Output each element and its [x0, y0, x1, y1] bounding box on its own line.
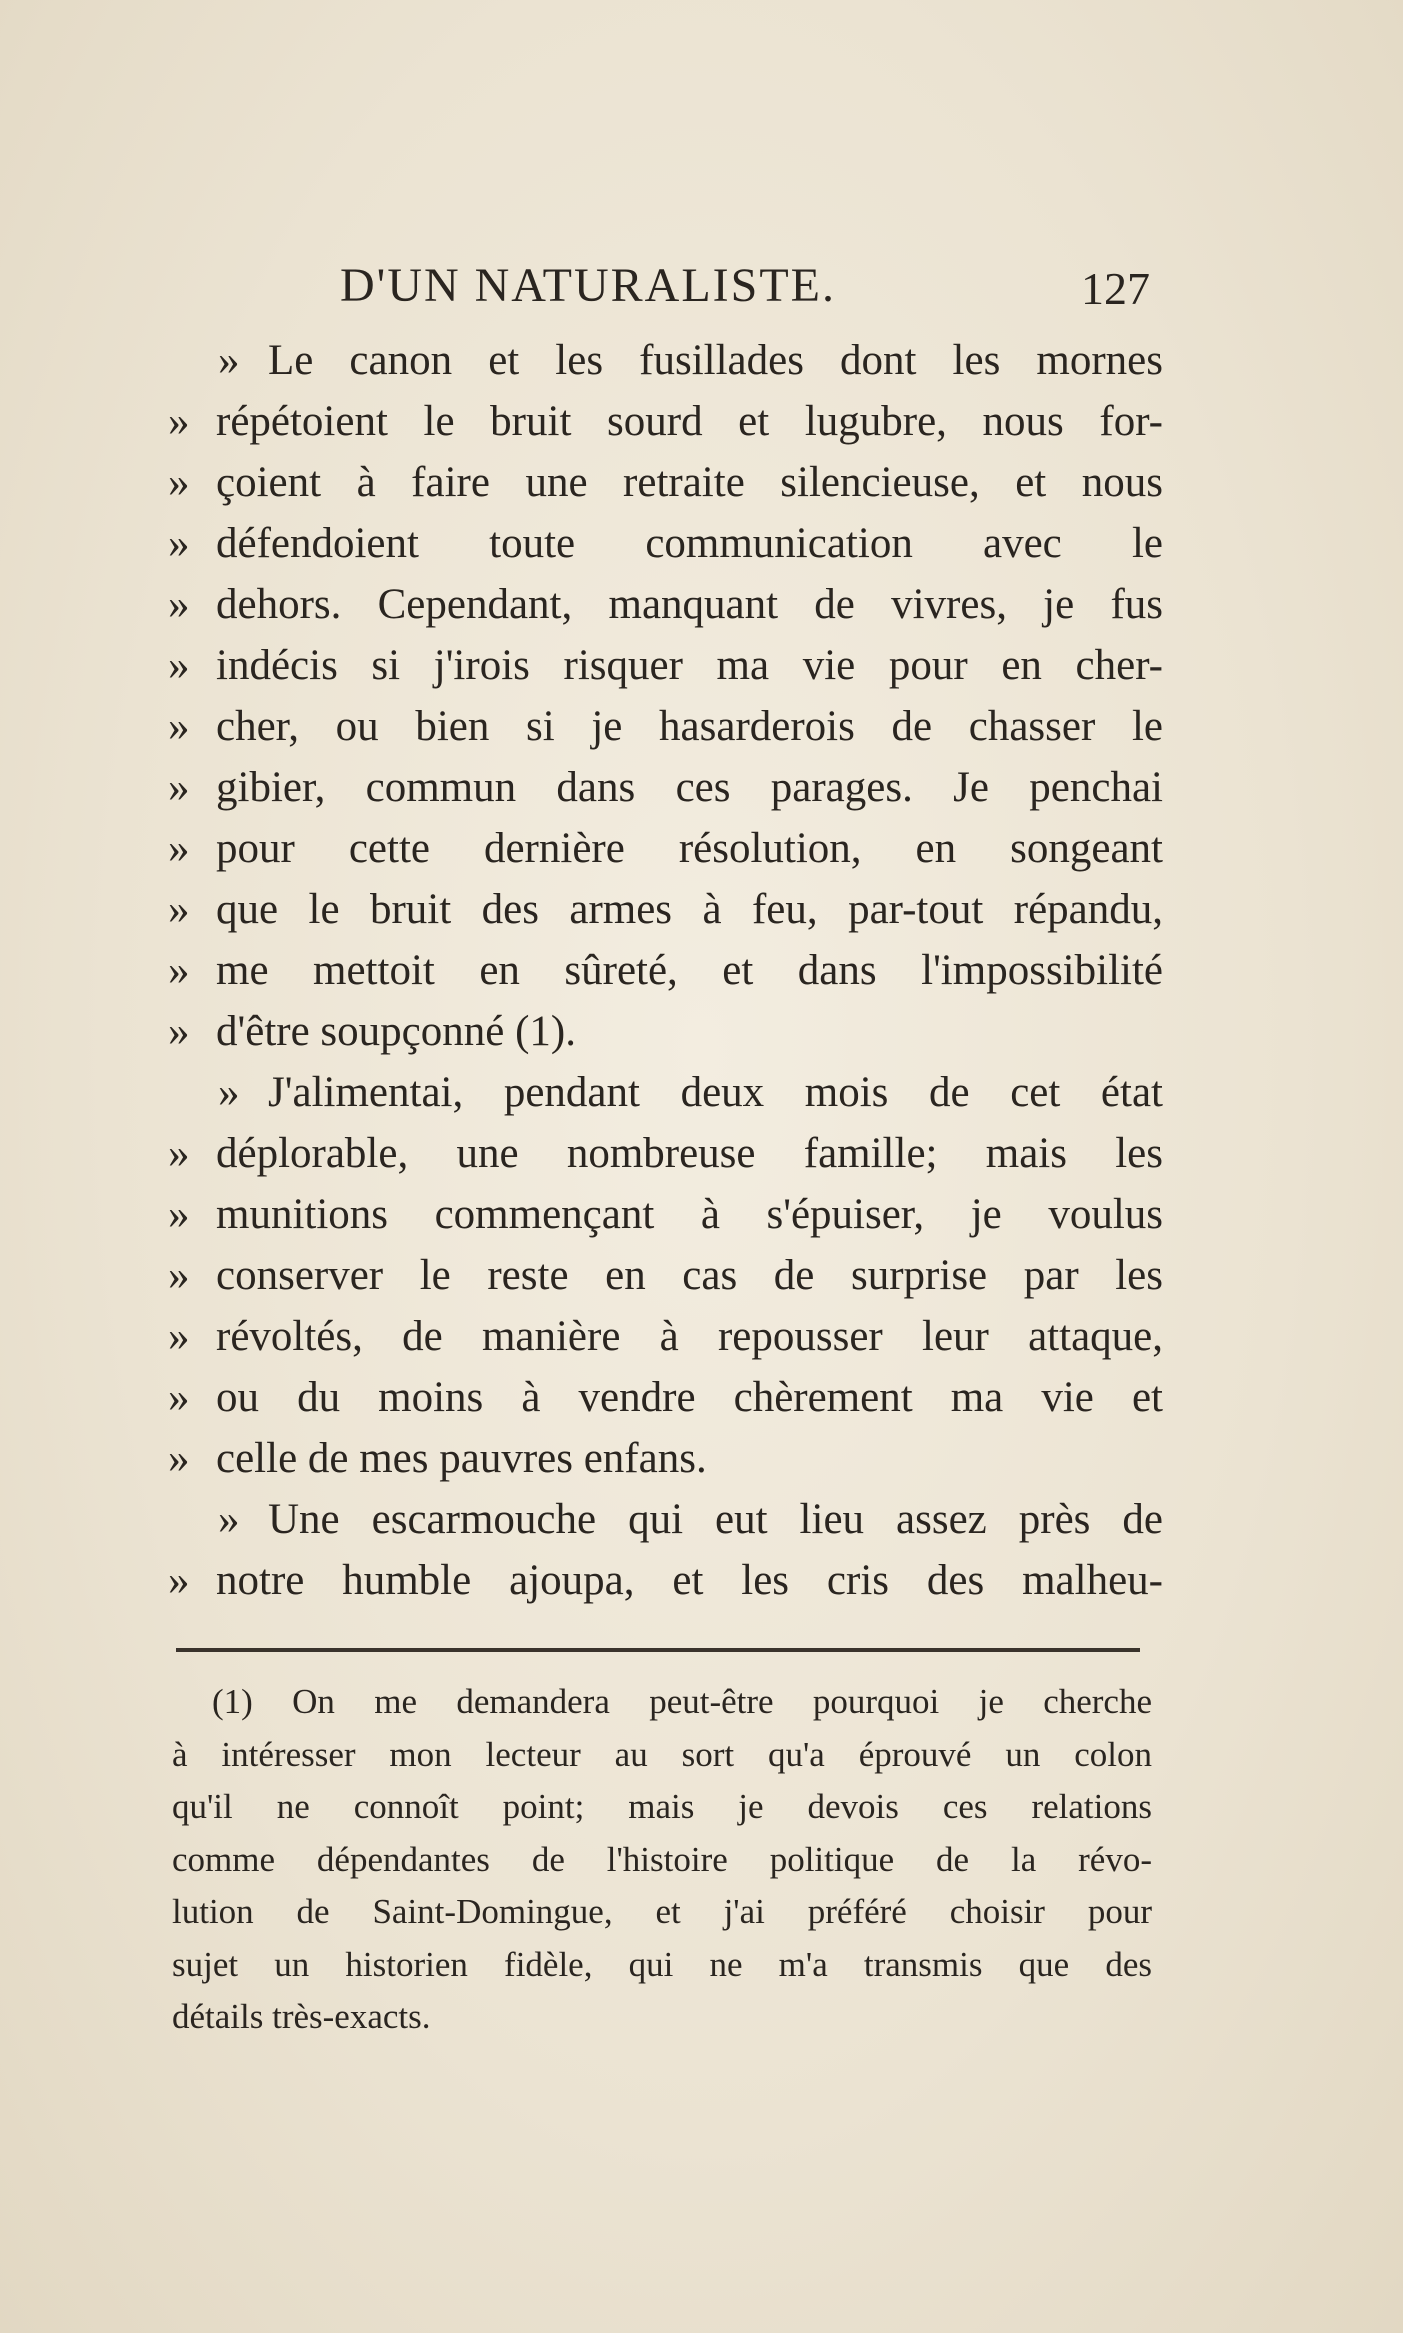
quote-mark: »: [168, 1008, 190, 1055]
page-number: 127: [1081, 263, 1150, 314]
line-text: Une escarmouche qui eut lieu assez près de: [268, 1496, 1163, 1543]
quote-mark: »: [218, 337, 240, 384]
quote-mark: »: [168, 886, 190, 933]
line-text: que le bruit des armes à feu, par-tout répandu,: [216, 886, 1163, 933]
quote-mark: »: [168, 1435, 190, 1482]
line-text: Le canon et les fusillades dont les mornes: [268, 337, 1163, 384]
line-text: défendoient toute communication avec le: [216, 520, 1163, 567]
text-line: [168, 1489, 1163, 1550]
footnote-line: lution de Saint-Domingue, et j'ai préféré choisir pour: [172, 1892, 1152, 1931]
line-text: déplorable, une nombreuse famille; mais les: [216, 1130, 1163, 1177]
footnote: [172, 1676, 1152, 2044]
running-title: D'UN NATURALISTE.: [340, 259, 836, 312]
line-text: me mettoit en sûreté, et dans l'impossibilité: [216, 947, 1163, 994]
footnote-rule: [176, 1648, 1140, 1652]
text-line: [168, 1062, 1163, 1123]
quote-mark: »: [168, 398, 190, 445]
line-text: J'alimentai, pendant deux mois de cet état: [268, 1069, 1163, 1116]
quote-mark: »: [218, 1496, 240, 1543]
quote-mark: »: [168, 1557, 190, 1604]
running-header: [340, 258, 1150, 318]
text-line: [168, 696, 1163, 757]
text-line: [168, 1184, 1163, 1245]
quote-mark: »: [168, 520, 190, 567]
text-line: [168, 1550, 1163, 1611]
text-line: [168, 391, 1163, 452]
quote-mark: »: [168, 764, 190, 811]
footnote-line: sujet un historien fidèle, qui ne m'a transmis que des: [172, 1944, 1152, 1984]
quote-mark: »: [168, 1374, 190, 1421]
line-text: çoient à faire une retraite silencieuse, et nous: [216, 459, 1163, 506]
line-text: indécis si j'irois risquer ma vie pour en cher-: [216, 642, 1163, 689]
line-text: révoltés, de manière à repousser leur attaque,: [216, 1313, 1163, 1360]
quote-mark: »: [168, 1130, 190, 1177]
line-text: gibier, commun dans ces parages. Je penchai: [216, 764, 1163, 811]
quote-mark: »: [168, 581, 190, 628]
text-line: [168, 330, 1163, 391]
quote-mark: »: [168, 1313, 190, 1360]
quote-mark: »: [168, 947, 190, 994]
text-line: [168, 1428, 1163, 1489]
line-text: d'être soupçonné (1).: [216, 1008, 576, 1055]
line-text: ou du moins à vendre chèrement ma vie et: [216, 1374, 1163, 1421]
text-line: [168, 757, 1163, 818]
text-line: [168, 1123, 1163, 1184]
text-line: [168, 1245, 1163, 1306]
text-line: [168, 879, 1163, 940]
text-line: [168, 818, 1163, 879]
text-line: [168, 513, 1163, 574]
quote-mark: »: [218, 1069, 240, 1116]
footnote-line: qu'il ne connoît point; mais je devois ces relations: [172, 1787, 1152, 1826]
text-line: [168, 635, 1163, 696]
quote-mark: »: [168, 1252, 190, 1299]
quote-mark: »: [168, 703, 190, 750]
quote-mark: »: [168, 642, 190, 689]
quote-mark: »: [168, 1191, 190, 1238]
footnote-line: comme dépendantes de l'histoire politique de la révo-: [172, 1839, 1152, 1879]
text-line: [168, 1001, 1163, 1062]
quote-mark: »: [168, 459, 190, 506]
line-text: cher, ou bien si je hasarderois de chasser le: [216, 703, 1163, 750]
footnote-line: à intéresser mon lecteur au sort qu'a éprouvé un colon: [172, 1734, 1152, 1774]
text-line: [168, 452, 1163, 513]
line-text: répétoient le bruit sourd et lugubre, nous for-: [216, 398, 1163, 445]
footnote-line: (1) On me demandera peut-être pourquoi je cherche: [212, 1682, 1152, 1721]
body-text: [168, 330, 1163, 1611]
line-text: munitions commençant à s'épuiser, je voulus: [216, 1191, 1163, 1238]
footnote-line: détails très-exacts.: [172, 1997, 431, 2036]
quote-mark: »: [168, 825, 190, 872]
line-text: notre humble ajoupa, et les cris des malheu-: [216, 1557, 1163, 1604]
line-text: celle de mes pauvres enfans.: [216, 1435, 707, 1482]
text-line: [168, 1306, 1163, 1367]
text-line: [168, 940, 1163, 1001]
line-text: pour cette dernière résolution, en songeant: [216, 825, 1163, 872]
line-text: conserver le reste en cas de surprise par les: [216, 1252, 1163, 1299]
text-line: [168, 574, 1163, 635]
line-text: dehors. Cependant, manquant de vivres, je fus: [216, 581, 1163, 628]
text-line: [168, 1367, 1163, 1428]
